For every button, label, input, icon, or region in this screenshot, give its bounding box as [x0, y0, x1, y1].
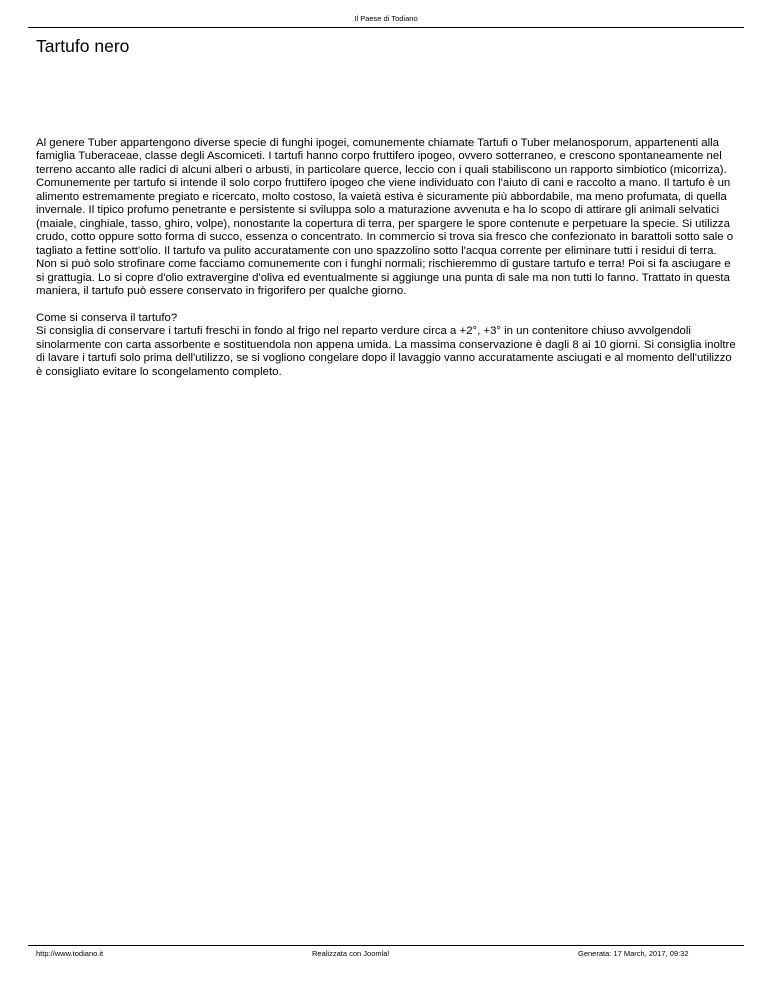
page-header: Il Paese di Todiano: [354, 14, 418, 23]
article-body: [36, 137, 736, 379]
paragraph-spacer: [36, 298, 736, 311]
footer-generated-date: Generata: 17 March, 2017, 09:32: [578, 949, 689, 958]
footer-powered-by: Realizzata con Joomla!: [312, 949, 390, 958]
article-subheading-storage: Come si conserva il tartufo?: [36, 311, 178, 324]
header-divider: [28, 27, 744, 28]
footer-site-url[interactable]: http://www.todiano.it: [36, 949, 104, 958]
article-paragraph-intro: Al genere Tuber appartengono diverse specie di funghi ipogei, comunemente chiamate Tartufi o Tuber melanosporum, appartenenti alla famiglia Tuberaceae, classe degli Ascomiceti. I tartufi hanno corpo fruttifero ipogeo, ovvero sotterraneo, e crescono spontaneamente nel terreno accanto alle radici di alcuni alberi o arbusti, in particolare querce, leccio con i quali stabiliscono un rapporto simbiotico (micorriza). Comunemente per tartufo si intende il solo corpo fruttifero ipogeo che viene individuato con l'aiuto di cani e raccolto a mano. Il tartufo è un alimento estremamente pregiato e ricercato, molto costoso, la vaietà estiva è sicuramente più abbordabile, ma meno profumata, di quella invernale. Il tipico profumo penetrante e persistente si sviluppa solo a maturazione avvenuta e ha lo scopo di attirare gli animali selvatici (maiale, cinghiale, tasso, ghiro, volpe), nonostante la copertura di terra, per spargere le spore contenute e perpetuare la specie. Si utilizza crudo, cotto oppure sotto forma di succo, essenza o concentrato. In commercio si trova sia fresco che confezionato in barattoli sotto sale o tagliato a fettine sott'olio. Il tartufo va pulito accuratamente con uno spazzolino sotto l'acqua corrente per eliminare tutti i residui di terra. Non si può solo strofinare come facciamo comunemente con i funghi normali; rischieremmo di gustare tartufo e terra! Poi si fa asciugare e si grattugia. Lo si copre d'olio extravergine d'oliva ed eventualmente si aggiunge una punta di sale ma non tutti lo fanno. Trattato in questa maniera, il tartufo può essere conservato in frigorifero per qualche giorno.: [36, 137, 734, 297]
article-paragraph-storage: Si consiglia di conservare i tartufi freschi in fondo al frigo nel reparto verdure circa a +2°, +3° in un contenitore chiuso avvolgendoli sinolarmente con carta assorbente e sostituendola non appena umida. La massima conservazione è dagli 8 ai 10 giorni. Si consiglia inoltre di lavare i tartufi solo prima dell'utilizzo, se si vogliono congelare dopo il lavaggio vanno accuratamente asciugati e al momento dell'utilizzo è consigliato evitare lo scongelamento completo.: [36, 325, 736, 378]
article-title: Tartufo nero: [36, 36, 130, 56]
footer-divider: [28, 945, 744, 946]
